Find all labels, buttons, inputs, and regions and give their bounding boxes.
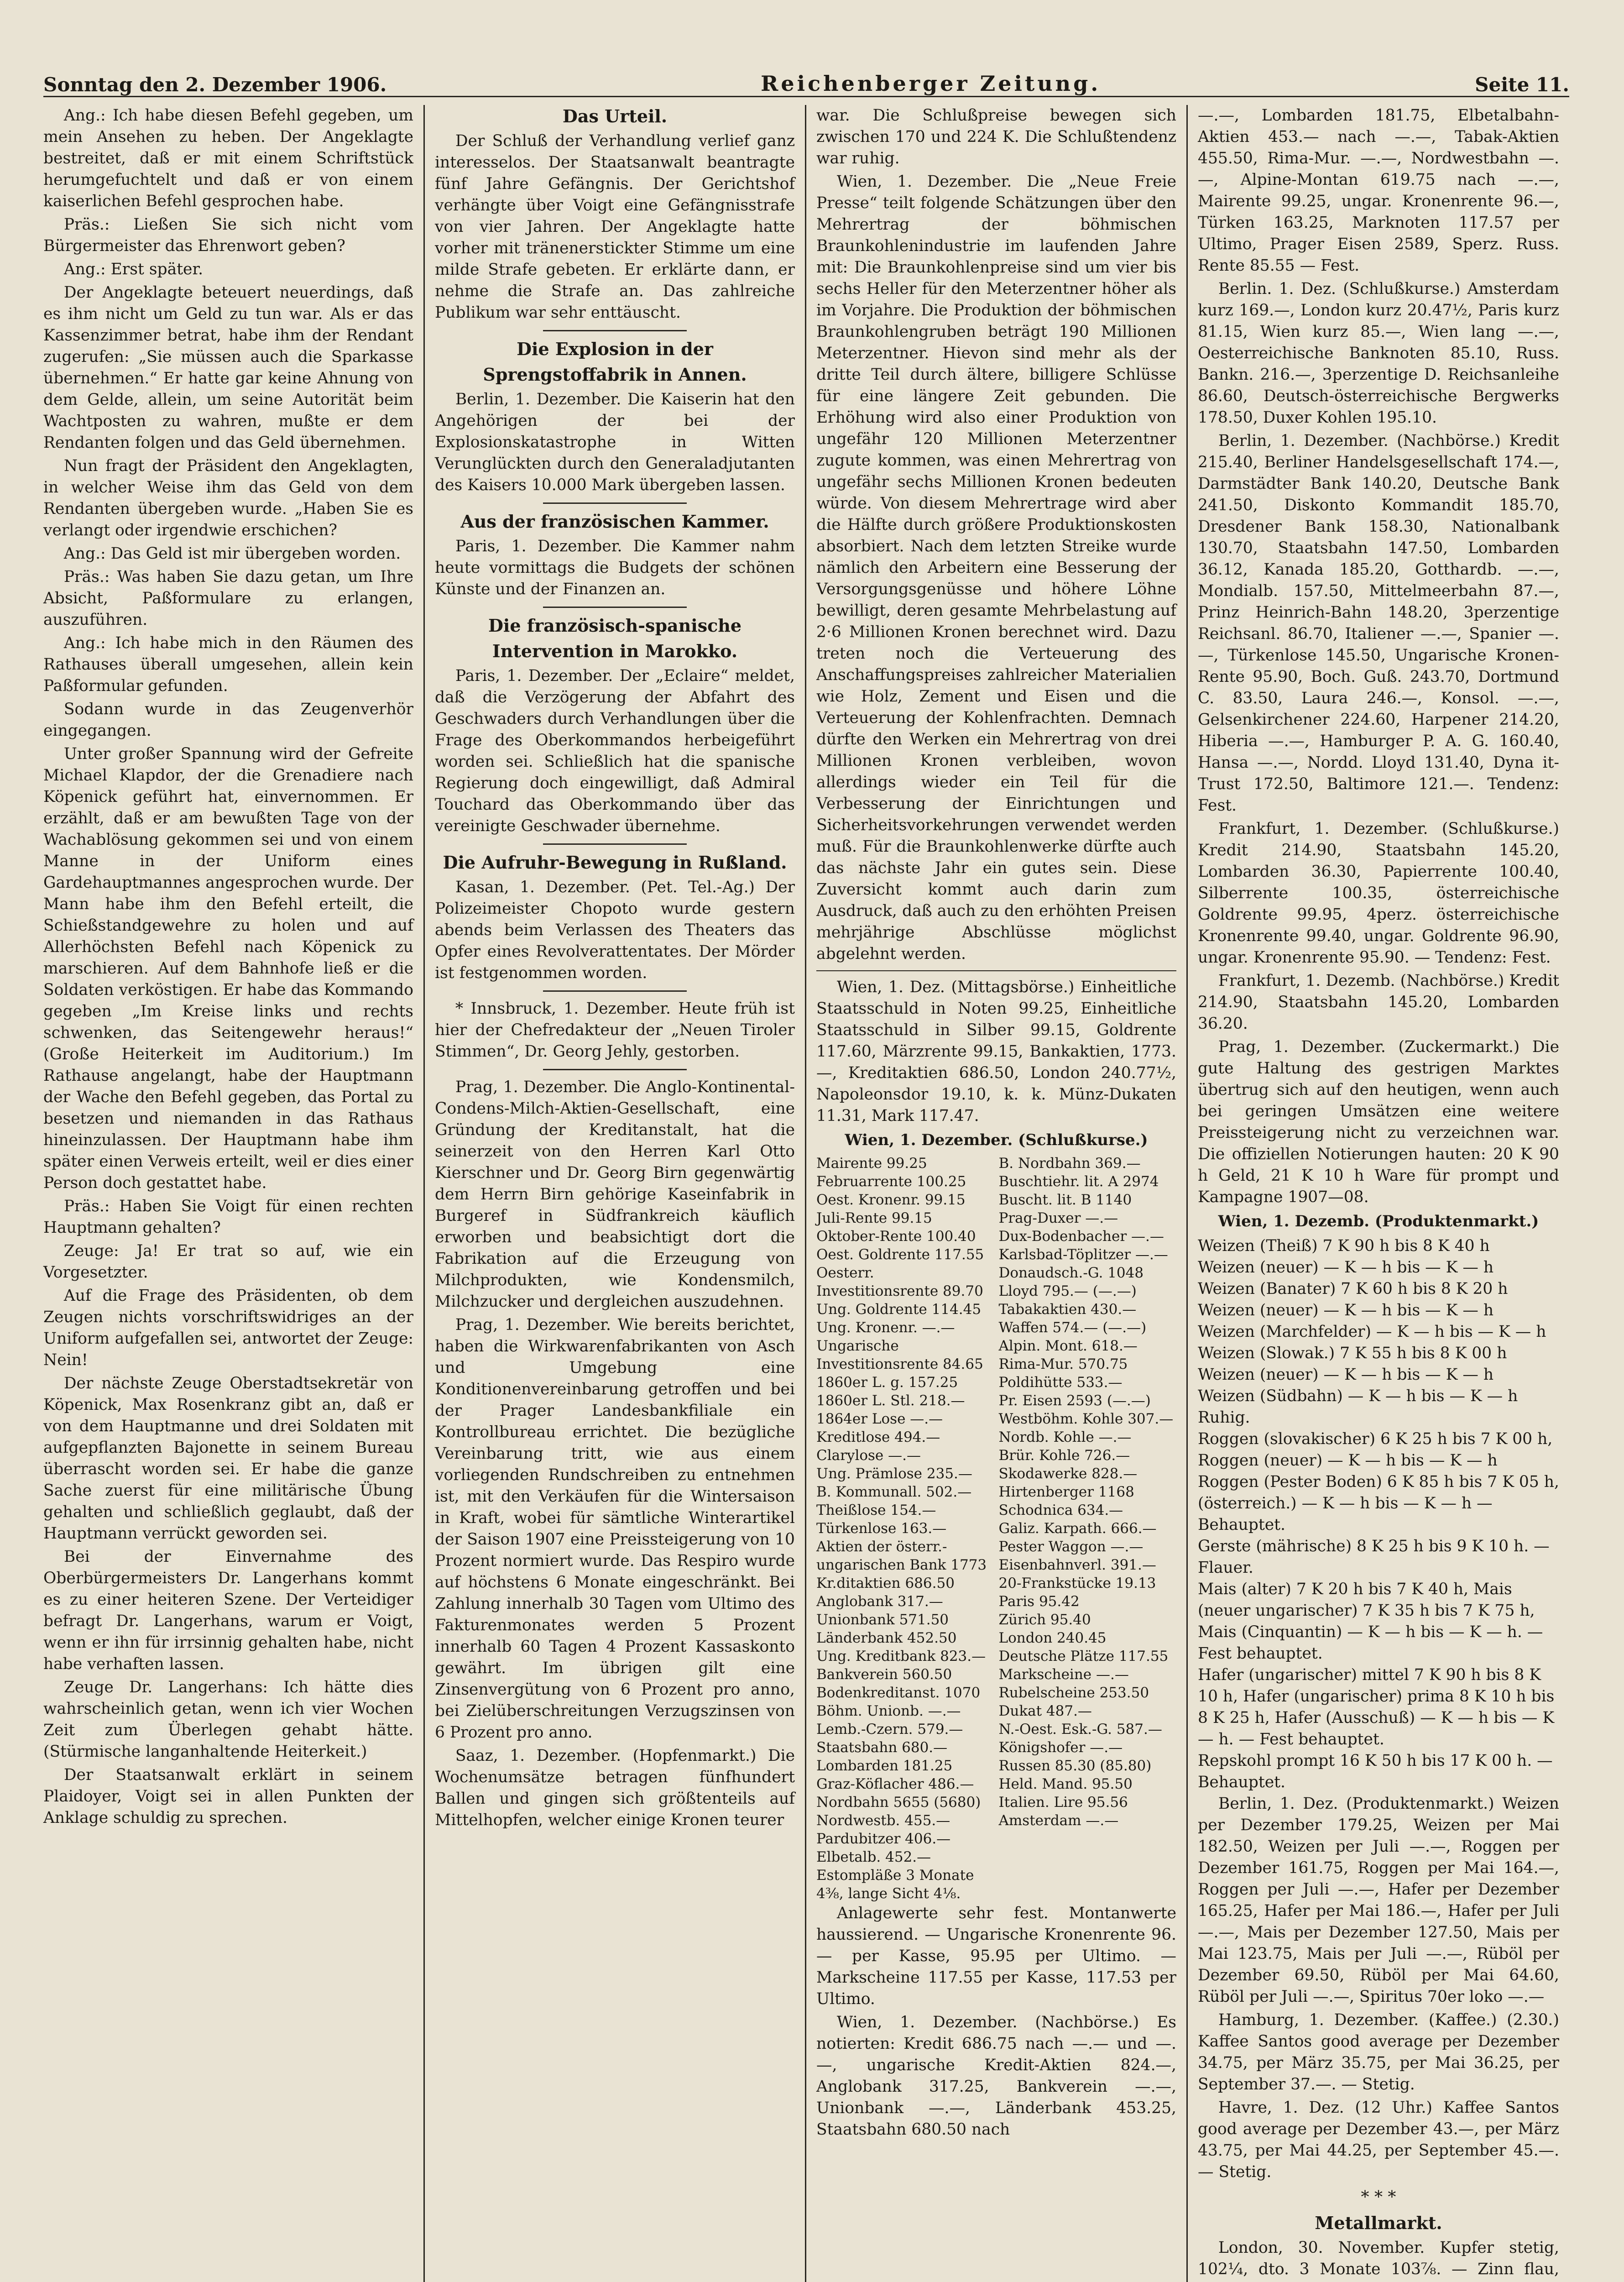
quote-line: Unionbank 571.50 <box>816 1612 949 1628</box>
section-heading: Wien, 1. Dezemb. (Produktenmarkt.) <box>1218 1212 1539 1230</box>
quote-line: Amsterdam —.— <box>998 1812 1119 1829</box>
quote-line: Elbetalb. 452.— <box>816 1849 931 1865</box>
quote-line: Länderbank 452.50 <box>816 1630 957 1646</box>
quote-line: Anglobank 317.— <box>816 1593 943 1610</box>
quote-line: Hafer (ungarischer) mittel 7 K 90 h bis 8 K 10 h, Hafer (ungarischer) prima 8 K 10 h bis 8 K 25 h, Hafer (Ausschuß) — K — h bis — K — h. — Fest behauptet. <box>1198 1666 1555 1748</box>
quote-line: Rima-Mur. 570.75 <box>998 1356 1128 1372</box>
quote-line: Roggen (slovakischer) 6 K 25 h bis 7 K 00 h, Roggen (neuer) — K — h bis — K — h <box>1198 1430 1553 1470</box>
quote-line: Weizen (Marchfelder) — K — h bis — K — h <box>1198 1323 1546 1341</box>
quote-line: Theißlose 154.— <box>816 1502 936 1518</box>
quote-line: Weizen (Slowak.) 7 K 55 h bis 8 K 00 h <box>1198 1344 1507 1362</box>
quote-line: N.-Oest. Esk.-G. 587.— <box>998 1721 1162 1738</box>
quote-line: Türkenlose 163.— <box>816 1520 947 1537</box>
quote-line: Ungarische Investitionsrente 84.65 <box>816 1338 983 1372</box>
paragraph: —.—, Lombarden 181.75, Elbetalbahn-Aktien 453.— nach —.—, Tabak-Aktien 455.50, Rima-Mur. —.—, Nordwestbahn —.—, Alpine-Montan 619.75 nach —.—, Mairente 99.25, ungar. Kronenrente 96.—, Türken 163.25, Marknoten 117.57 per Ultimo, Prager Eisen 2589, Sperz. Russ. Rente 85.55 — Fest. <box>1198 106 1559 275</box>
paragraph: Zeuge: Ja! Er trat so auf, wie ein Vorgesetzter. <box>43 1242 413 1282</box>
section-heading: Das Urteil. <box>562 106 668 126</box>
paragraph: Der Staatsanwalt erklärt in seinem Plaidoyer, Voigt sei in allen Punkten der Anklage schuldig zu sprechen. <box>43 1766 413 1827</box>
paragraph: Kasan, 1. Dezember. (Pet. Tel.-Ag.) Der Polizeimeister Chopoto wurde gestern abends beim Verlassen des Theaters das Opfer eines Revolverattentates. Der Mörder ist festgenommen worden. <box>435 878 795 982</box>
quote-line: Mais (alter) 7 K 20 h bis 7 K 40 h, Mais (neuer ungarischer) 7 K 35 h bis 7 K 75 h, Mais (Cinquantin) — K — h bis — K — h. — Fest behauptet. <box>1198 1580 1543 1663</box>
quote-line: Juli-Rente 99.15 <box>816 1210 932 1226</box>
quote-line: Held. Mand. 95.50 <box>998 1776 1133 1792</box>
quote-line: Graz-Köflacher 486.— <box>816 1776 974 1792</box>
paragraph: Bei der Einvernahme des Oberbürgermeisters Dr. Langerhans kommt es zu einer heiteren Szene. Der Verteidiger befragt Dr. Langerhans, warum er Voigt, wenn er ihn für irrsinnig gehalten habe, nicht habe verhaften lassen. <box>43 1548 413 1673</box>
quote-line: Kreditlose 494.— <box>816 1429 940 1445</box>
quote-line: Weizen (neuer) — K — h bis — K — h <box>1198 1258 1494 1277</box>
newspaper-title: Reichenberger Zeitung. <box>761 71 1101 96</box>
paragraph: Berlin, 1. Dezember. Die Kaiserin hat den Angehörigen der bei der Explosionskatastrophe in Witten Verunglückten durch den Generaladjutanten des Kaisers 10.000 Mark übergeben lassen. <box>435 390 795 494</box>
quote-line: Weizen (Theiß) 7 K 90 h bis 8 K 40 h <box>1198 1237 1490 1255</box>
divider <box>543 330 687 331</box>
paragraph: Ang.: Das Geld ist mir übergeben worden. <box>63 544 401 563</box>
quote-line: Galiz. Karpath. 666.— <box>998 1520 1157 1537</box>
quote-line: Westböhm. Kohle 307.— <box>998 1411 1174 1427</box>
quote-line: B. Kommunall. 502.— <box>816 1484 972 1500</box>
paragraph: Präs.: Was haben Sie dazu getan, um Ihre Absicht, Paßformulare zu erlangen, auszuführen. <box>43 568 413 629</box>
paragraph: Ang.: Ich habe diesen Befehl gegeben, um mein Ansehen zu heben. Der Angeklagte bestreitet, daß er mit einem Schriftstück herumgefuchtelt und daß er von einem kaiserlichen Befehl gesprochen habe. <box>43 106 413 210</box>
quote-line: Weizen (Banater) 7 K 60 h bis 8 K 20 h <box>1198 1280 1508 1298</box>
divider <box>543 843 687 845</box>
quote-line: Paris 95.42 <box>998 1593 1080 1610</box>
paragraph: Präs.: Ließen Sie sich nicht vom Bürgermeister das Ehrenwort geben? <box>43 215 413 255</box>
section-heading: Metallmarkt. <box>1315 2213 1442 2233</box>
quote-line: Lloyd 795.— (—.—) <box>998 1283 1137 1299</box>
paragraph: Saaz, 1. Dezember. (Hopfenmarkt.) Die Wochenumsätze betragen fünfhundert Ballen und gingen sich größtenteils auf Mittelhopfen, welcher einige Kronen teurer <box>435 1747 795 1829</box>
quote-line: Lombarden 181.25 <box>816 1758 953 1774</box>
quote-line: Nordb. Kohle —.— <box>998 1429 1132 1445</box>
quote-line: Dux-Bodenbacher —.— <box>998 1228 1164 1245</box>
quote-line: Donaudsch.-G. 1048 <box>998 1265 1144 1281</box>
quote-line: Ung. Goldrente 114.45 <box>816 1301 982 1318</box>
section-separator: * * * <box>1361 2188 1396 2207</box>
column-1 <box>43 105 425 2282</box>
paragraph: Anlagewerte sehr fest. Montanwerte haussierend. — Ungarische Kronenrente 96.— per Kasse, 95.95 per Ultimo. — Markscheine 117.55 per Kasse, 117.53 per Ultimo. <box>816 1904 1176 2008</box>
quote-line: Pr. Eisen 2593 (—.—) <box>998 1392 1151 1409</box>
quote-line: Skodawerke 828.— <box>998 1466 1138 1482</box>
paragraph: Prag, 1. Dezember. Wie bereits berichtet, haben die Wirkwarenfabrikanten von Asch und Umgebung eine Konditionenvereinbarung getroffen und bei der Prager Landesbankfiliale ein Kontrollbureau errichtet. Die bezügliche Vereinbarung tritt, wie aus einem vorliegenden Rundschreiben zu entnehmen ist, mit den Verkäufen für die Wintersaison in Kraft, wobei für sämtliche Winterartikel der Saison 1907 eine Preissteigerung von 10 Prozent normiert wurde. Das Respiro wurde auf höchstens 6 Monate eingeschränkt. Bei Zahlung innerhalb 30 Tagen vom Ultimo des Fakturenmonates werden 5 Prozent innerhalb 60 Tagen 4 Prozent Kassaskonto gewährt. Im übrigen gilt eine Zinsenvergütung von 6 Prozent pro anno, bei Zielüberschreitungen Verzugszinsen von 6 Prozent pro anno. <box>435 1316 795 1742</box>
divider <box>816 970 1176 971</box>
quote-line: Kr.ditaktien 686.50 <box>816 1575 955 1591</box>
paragraph: Berlin, 1. Dezember. (Nachbörse.) Kredit 215.40, Berliner Handelsgesellschaft 174.—, Darmstädter Bank 140.20, Deutsche Bank 241.50, Diskonto Kommandit 185.70, Dresdener Bank 158.30, Nationalbank 130.70, Staatsbahn 147.50, Lombarden 36.12, Kanada 185.20, Gotthardb. —.—, Mondialb. 157.50, Mittelmeerbahn 87.—, Prinz Heinrich-Bahn 148.20, 3perzentige Reichsanl. 86.70, Italiener —.—, Spanier —.—, Türkenlose 145.50, Ungarische Kronen-Rente 95.90, Boch. Guß. 243.70, Dortmund C. 83.50, Laura 246.—, Konsol. —.—, Gelsenkirchener 224.60, Harpener 214.20, Hiberia —.—, Hamburger P. A. G. 160.40, Hansa —.—, Nordd. Lloyd 131.40, Dyna it-Trust 172.50, Baltimore 121.—. Tendenz: Fest. <box>1198 432 1559 815</box>
quote-line: Karlsbad-Töplitzer —.— <box>998 1246 1168 1263</box>
paragraph: Wien, 1. Dezember. Die „Neue Freie Presse“ teilt folgende Schätzungen über den Mehrertrag der böhmischen Braunkohlenindustrie im laufenden Jahre mit: Die Braunkohlenpreise sind um vier bis sechs Heller für den Meterzentner höher als im Vorjahre. Die Produktion der böhmischen Braunkohlengruben beträgt 190 Millionen Meterzentner. Hievon sind mehr als der dritte Teil durch ältere, billigere Schlüsse für eine längere Zeit gebunden. Die Erhöhung wird also einer Produktion von ungefähr 120 Millionen Meterzentner zugute kommen, was einen Mehrertrag von ungefähr sechs Millionen Kronen bedeuten würde. Von diesem Mehrertrage wird aber die Hälfte durch größere Produktionskosten absorbiert. Nach dem letzten Streike wurde nämlich den Arbeitern eine Besserung der Versorgungsgenüsse und höhere Löhne bewilligt, deren gesamte Mehrbelastung auf 2·6 Millionen Kronen berechnet wird. Dazu treten noch die Verteuerung des Anschaffungspreises zahlreicher Materialien wie Holz, Zement und Eisen und die Verteuerung der Kohlenfrachten. Demnach dürfte den Werken ein Mehrertrag von drei Millionen Kronen verbleiben, wovon allerdings wieder ein Teil für die Verbesserung der Einrichtungen und Sicherheitsvorkehrungen verwendet werden muß. Für die Braunkohlenwerke dürfte auch das nächste Jahr ein gutes sein. Diese Zuversicht kommt auch darin zum Ausdruck, daß auch zu den erhöhten Preisen mehrjährige Abschlüsse möglichst abgelehnt werden. <box>816 173 1176 963</box>
section-heading: Intervention in Marokko. <box>492 641 738 661</box>
paragraph: Der Angeklagte beteuert neuerdings, daß es ihm nicht um Geld zu tun war. Als er das Kassenzimmer betrat, habe ihm der Rendant zugerufen: „Sie müssen auch die Sparkasse übernehmen.“ Er hatte gar keine Ahnung von dem Gelde, allein, um seine Autorität beim Wachtposten zu wahren, mußte er dem Rendanten folgen und das Geld übernehmen. <box>43 283 413 452</box>
quote-line: Markscheine —.— <box>998 1666 1129 1683</box>
paragraph: Paris, 1. Dezember. Die Kammer nahm heute vormittags die Budgets der schönen Künste und der Finanzen an. <box>435 537 795 598</box>
quote-line: Weizen (neuer) — K — h bis — K — h <box>1198 1301 1494 1319</box>
paragraph: Nun fragt der Präsident den Angeklagten, in welcher Weise ihm das Geld von dem Rendanten übergeben wurde. „Haben Sie es verlangt oder irgendwie erschichen? <box>43 457 413 539</box>
quote-line: Aktien der österr.-ungarischen Bank 1773 <box>816 1539 987 1573</box>
section-heading: Die Aufruhr-Bewegung in Rußland. <box>443 852 787 873</box>
paragraph: Prag, 1. Dezember. (Zuckermarkt.) Die gute Haltung des gestrigen Marktes übertrug sich auf den heutigen, wenn auch bei geringen Umsätzen eine weitere Preissteigerung nicht zu verzeichnen war. Die offiziellen Notierungen hauten: 20 K 90 h Geld, 21 K 10 h Ware für prompt und Kampagne 1907—08. <box>1198 1038 1559 1206</box>
section-heading: Wien, 1. Dezember. (Schlußkurse.) <box>845 1131 1148 1149</box>
paragraph: Paris, 1. Dezember. Der „Eclaire“ meldet, daß die Verzögerung der Abfahrt des Geschwaders durch Verhandlungen über die Frage des Oberkommandos herbeigeführt worden sei. Schließlich hat die spanische Regierung doch eingewilligt, daß Admiral Touchard das Oberkommando über das vereinigte Geschwader übernehme. <box>435 667 795 835</box>
quote-line: Königshofer —.— <box>998 1739 1123 1756</box>
paragraph: Der Schluß der Verhandlung verlief ganz interesselos. Der Staatsanwalt beantragte fünf Jahre Gefängnis. Der Gerichtshof verhängte über Voigt eine Gefängnisstrafe von vier Jahren. Der Angeklagte hatte vorher mit tränenerstickter Stimme um eine milde Strafe gebeten. Er erklärte dann, er nehme die Strafe an. Das zahlreiche Publikum war sehr enttäuscht. <box>435 132 795 322</box>
quote-line: Hirtenberger 1168 <box>998 1484 1134 1500</box>
quote-line: Schodnica 634.— <box>998 1502 1123 1518</box>
quote-line: Buscht. lit. B 1140 <box>998 1192 1132 1208</box>
quote-column-left <box>816 1154 994 1903</box>
quote-line: Oest. Goldrente 117.55 <box>816 1246 984 1263</box>
quote-line: London 240.45 <box>998 1630 1107 1646</box>
paragraph: Hamburg, 1. Dezember. (Kaffee.) (2.30.) Kaffee Santos good average per Dezember 34.75, per März 35.75, per Mai 36.25, per September 37.—. — Stetig. <box>1198 2011 1559 2094</box>
quote-line: Weizen (Südbahn) — K — h bis — K — h <box>1198 1387 1518 1405</box>
quote-line: 20-Frankstücke 19.13 <box>998 1575 1156 1591</box>
quote-line: Estompläße 3 Monate 4⅜, lange Sicht 4⅛. <box>816 1867 974 1902</box>
quote-line: Weizen (neuer) — K — h bis — K — h <box>1198 1366 1494 1384</box>
paragraph: war. Die Schlußpreise bewegen sich zwischen 170 und 224 K. Die Schlußtendenz war ruhig. <box>816 106 1176 167</box>
quote-column-right <box>999 1154 1177 1903</box>
issue-date: Sonntag den 2. Dezember 1906. <box>43 73 387 96</box>
paragraph: Berlin, 1. Dez. (Produktenmarkt.) Weizen per Dezember 179.25, Weizen per Mai 182.50, Weizen per Juli —.—, Roggen per Dezember 161.75, Roggen per Mai 164.—, Roggen per Juli —.—, Hafer per Dezember 165.25, Hafer per Mai 186.—, Hafer per Juli —.—, Mais per Dezember 127.50, Mais per Mai 123.75, Mais per Juli —.—, Rüböl per Dezember 69.50, Rüböl per Mai 64.60, Rüböl per Juli —.—, Spiritus 70er loko —.— <box>1198 1795 1559 2006</box>
quote-line: B. Nordbahn 369.— <box>998 1155 1141 1172</box>
masthead <box>43 68 1569 97</box>
quote-line: Oktober-Rente 100.40 <box>816 1228 976 1245</box>
quote-line: Mairente 99.25 <box>816 1155 927 1172</box>
quote-line: Ruhig. <box>1198 1408 1250 1427</box>
paragraph: Wien, 1. Dezember. (Nachbörse.) Es notierten: Kredit 686.75 nach —.— und —.—, ungarische Kredit-Aktien 824.—, Anglobank 317.25, Bankverein —.—, Unionbank —.—, Länderbank 453.25, Staatsbahn 680.50 nach <box>816 2013 1176 2139</box>
produce-list <box>1198 1235 1559 1793</box>
quote-line: 1864er Lose —.— <box>816 1411 943 1427</box>
quote-line: Pardubitzer 406.— <box>816 1831 951 1847</box>
paragraph: Ang.: Ich habe mich in den Räumen des Rathauses überall umgesehen, allein kein Paßformular gefunden. <box>43 634 413 695</box>
quote-line: Nordbahn 5655 (5680) <box>816 1794 981 1811</box>
quote-line: Rubelscheine 253.50 <box>998 1685 1149 1701</box>
quote-line: Ung. Kreditbank 823.— <box>816 1648 986 1664</box>
section-heading: Aus der französischen Kammer. <box>460 511 769 532</box>
quote-line: Repskohl prompt 16 K 50 h bis 17 K 00 h. — Behauptet. <box>1198 1752 1553 1791</box>
paragraph: Der nächste Zeuge Oberstadtsekretär von Köpenick, Max Rosenkranz gibt an, daß er von dem Hauptmanne und drei Soldaten mit aufgepflanzten Bajonette in seinem Bureau überrascht worden sei. Er habe die ganze Sache zuerst für eine militärische Übung gehalten und schließlich geglaubt, daß der Hauptmann verrückt geworden sei. <box>43 1374 413 1543</box>
quote-line: 1860er L. Stl. 218.— <box>816 1392 965 1409</box>
quote-line: Oest. Kronenr. 99.15 <box>816 1192 966 1208</box>
paragraph: Sodann wurde in das Zeugenverhör eingegangen. <box>43 700 413 740</box>
quote-line: Ung. Prämlose 235.— <box>816 1466 972 1482</box>
divider <box>543 1069 687 1070</box>
paragraph: Frankfurt, 1. Dezemb. (Nachbörse.) Kredit 214.90, Staatsbahn 145.20, Lombarden 36.20. <box>1198 972 1559 1033</box>
paragraph: Ang.: Erst später. <box>63 260 204 278</box>
paragraph: Unter großer Spannung wird der Gefreite Michael Klapdor, der die Grenadiere nach Köpenick geführt hat, einvernommen. Er erzählt, daß er am bewußten Tage von der Wachablösung gekommen sei und von einem Manne in der Uniform eines Gardehauptmannes angesprochen wurde. Der Mann habe ihm den Befehl erteilt, die Schießstandgewehre zu holen und auf Allerhöchsten Befehl nach Köpenick zu marschieren. Auf dem Bahnhofe ließ er die Soldaten verköstigen. Er habe das Kommando gegeben „Im Kreise links und rechts schwenken, das Seitengewehr heraus!“ (Große Heiterkeit im Auditorium.) Im Rathause angelangt, habe der Hauptmann der Wache den Befehl gegeben, das Portal zu besetzen und niemanden in das Rathaus hineinzulassen. Der Hauptmann habe ihm später einen Verweis erteilt, weil er dies einer Person doch gestattet habe. <box>43 745 413 1192</box>
column-4 <box>1188 105 1569 2282</box>
paragraph: Frankfurt, 1. Dezember. (Schlußkurse.) Kredit 214.90, Staatsbahn 145.20, Lombarden 36.30, Papierrente 100.40, Silberrente 100.35, österreichische Goldrente 99.95, 4perz. österreichische Kronenrente 99.40, ungar. Goldrente 96.90, ungar. Kronenrente 95.90. — Tendenz: Fest. <box>1198 820 1559 967</box>
quote-line: Russen 85.30 (85.80) <box>998 1758 1152 1774</box>
quote-line: Ung. Kronenr. —.— <box>816 1319 955 1336</box>
quote-line: Buschtiehr. lit. A 2974 <box>998 1173 1159 1190</box>
paragraph: Berlin. 1. Dez. (Schlußkurse.) Amsterdam kurz 169.—, London kurz 20.47½, Paris kurz 81.15, Wien kurz 85.—, Wien lang —.—, Oesterreichische Banknoten 85.10, Russ. Bankn. 216.—, 3perzentige D. Reichsanleihe 86.60, Deutsch-österreichische Bergwerks 178.50, Duxer Kohlen 195.10. <box>1198 280 1559 427</box>
columns <box>43 105 1569 2278</box>
quote-line: Tabakaktien 430.— <box>998 1301 1137 1318</box>
quote-line: Pester Waggon —.— <box>998 1539 1144 1555</box>
quote-line: Bankverein 560.50 <box>816 1666 952 1683</box>
quote-line: Waffen 574.— (—.—) <box>998 1319 1147 1336</box>
quote-line: Alpin. Mont. 618.— <box>998 1338 1138 1354</box>
quote-line: Oesterr. Investitionsrente 89.70 <box>816 1265 983 1299</box>
paragraph: Auf die Frage des Präsidenten, ob dem Zeugen nichts vorschriftswidriges an der Uniform aufgefallen sei, antwortet der Zeuge: Nein! <box>43 1287 413 1369</box>
quote-line: Italien. Lire 95.56 <box>998 1794 1128 1811</box>
quote-line: Prag-Duxer —.— <box>998 1210 1118 1226</box>
quote-line: Gerste (mährische) 8 K 25 h bis 9 K 10 h. — Flauer. <box>1198 1537 1550 1577</box>
quote-line: Februarrente 100.25 <box>816 1173 966 1190</box>
quote-line: Deutsche Plätze 117.55 <box>998 1648 1169 1664</box>
quote-line: Böhm. Unionb. —.— <box>816 1703 961 1719</box>
quote-line: Roggen (Pester Boden) 6 K 85 h bis 7 K 05 h, (österreich.) — K — h bis — K — h — Behauptet. <box>1198 1473 1559 1534</box>
paragraph: Havre, 1. Dez. (12 Uhr.) Kaffee Santos good average per Dezember 43.—, per März 43.75, per Mai 44.25, per September 45.—. — Stetig. <box>1198 2099 1559 2181</box>
quote-line: Bodenkreditanst. 1070 <box>816 1685 981 1701</box>
section-heading: Die Explosion in der <box>517 339 713 359</box>
paragraph: Prag, 1. Dezember. Die Anglo-Kontinental-Condens-Milch-Aktien-Gesellschaft, eine Gründung der Kreditanstalt, hat die seinerzeit von den Herren Karl Otto Kierschner und Dr. Georg Birn gegenwärtig dem Herrn Birn gehörige Kaseinfabrik in Burgeref in Südfrankreich käuflich erworben und beabsichtigt dort die Fabrikation auf die Erzeugung von Milchprodukten, wie Kondensmilch, Milchzucker und dergleichen auszudehnen. <box>435 1078 795 1311</box>
divider <box>543 502 687 504</box>
paragraph: Wien, 1. Dez. (Mittagsbörse.) Einheitliche Staatsschuld in Noten 99.25, Einheitliche Staatsschuld in Silber 99.15, Goldrente 117.60, Märzrente 99.15, Bankaktien, 1773.—, Kreditaktien 686.50, London 240.77½, Napoleonsdor 19.10, k. k. Münz-Dukaten 11.31, Mark 117.47. <box>816 978 1176 1125</box>
divider <box>543 607 687 608</box>
quote-line: Poldihütte 533.— <box>998 1374 1123 1391</box>
quote-line: Dukat 487.— <box>998 1703 1092 1719</box>
quote-line: Zürich 95.40 <box>998 1612 1091 1628</box>
paragraph: * Innsbruck, 1. Dezember. Heute früh ist hier der Chefredakteur der „Neuen Tiroler Stimmen“, Dr. Georg Jehly, gestorben. <box>435 1000 795 1061</box>
paragraph: Präs.: Haben Sie Voigt für einen rechten Hauptmann gehalten? <box>43 1197 413 1237</box>
quote-table <box>816 1154 1176 1903</box>
quote-line: Clarylose —.— <box>816 1447 921 1464</box>
divider <box>543 990 687 992</box>
column-2 <box>425 105 806 2282</box>
section-heading: Die französisch-spanische <box>488 615 742 636</box>
quote-line: Eisenbahnverl. 391.— <box>998 1557 1156 1573</box>
quote-line: Staatsbahn 680.— <box>816 1739 948 1756</box>
quote-line: Brür. Kohle 726.— <box>998 1447 1130 1464</box>
quote-line: Nordwestb. 455.— <box>816 1812 950 1829</box>
quote-line: 1860er L. g. 157.25 <box>816 1374 958 1391</box>
section-heading: Sprengstoffabrik in Annen. <box>483 364 747 385</box>
paragraph: Zeuge Dr. Langerhans: Ich hätte dies wahrscheinlich getan, wenn ich vier Wochen Zeit zum Überlegen gehabt hätte. (Stürmische langanhaltende Heiterkeit.) <box>43 1678 413 1761</box>
column-3 <box>806 105 1188 2282</box>
paragraph: London, 30. November. Kupfer stetig, 102¼, dto. 3 Monate 103⅞. — Zinn flau, <box>1198 2239 1559 2278</box>
quote-line: Lemb.-Czern. 579.— <box>816 1721 963 1738</box>
page-number: Seite 11. <box>1475 73 1569 96</box>
